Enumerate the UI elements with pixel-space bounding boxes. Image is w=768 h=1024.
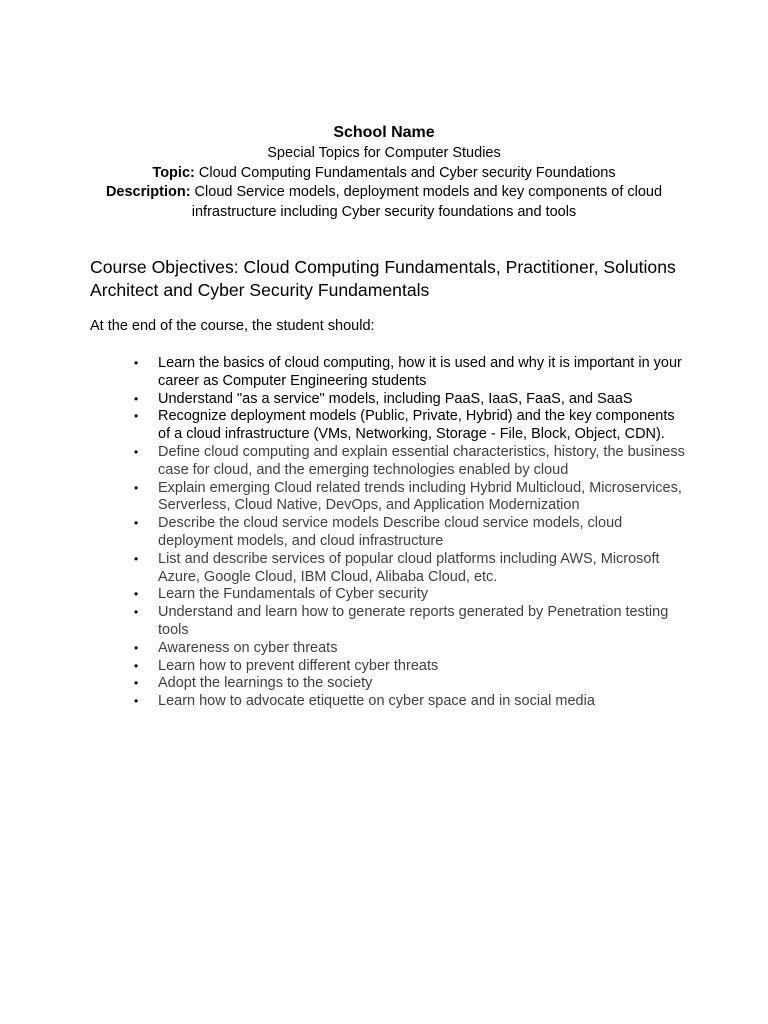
list-item-text: Learn the Fundamentals of Cyber security <box>158 586 428 603</box>
list-item-text: Adopt the learnings to the society <box>158 675 373 692</box>
course-subtitle: Special Topics for Computer Studies <box>267 145 501 161</box>
list-item <box>90 515 690 551</box>
list-item-text: List and describe services of popular cloud platforms including AWS, Microsoft Azure, Google Cloud, IBM Cloud, Alibaba Cloud, etc. <box>158 550 660 585</box>
topic-value: Cloud Computing Fundamentals and Cyber security Foundations <box>194 164 616 181</box>
list-item <box>90 355 690 391</box>
topic-label: Topic: <box>152 164 195 181</box>
list-item <box>90 480 690 516</box>
bullet-icon: • <box>134 587 139 602</box>
bullet-icon: • <box>134 605 139 620</box>
list-item <box>90 693 690 711</box>
list-item-text: Learn how to prevent different cyber threats <box>158 657 439 674</box>
bullet-icon: • <box>134 391 139 406</box>
bullet-icon: • <box>134 551 139 566</box>
bullet-icon: • <box>134 444 139 459</box>
list-item-text: Learn how to advocate etiquette on cyber space and in social media <box>158 693 595 710</box>
list-item <box>90 658 690 676</box>
description-line <box>90 183 678 222</box>
description-value: Cloud Service models, deployment models and key components of cloud infrastructure including Cyber security foundations and tools <box>190 184 663 220</box>
document-header <box>90 122 678 222</box>
list-item <box>90 444 690 480</box>
bullet-icon: • <box>134 658 139 673</box>
list-item <box>90 408 690 444</box>
list-item <box>90 586 690 604</box>
bullet-icon: • <box>134 676 139 691</box>
list-item-text: Understand "as a service" models, including PaaS, IaaS, FaaS, and SaaS <box>158 390 633 407</box>
description-label: Description: <box>105 184 191 200</box>
list-item <box>90 551 690 587</box>
list-item <box>90 391 690 409</box>
intro-text: At the end of the course, the student should: <box>90 318 375 334</box>
objectives-list <box>90 355 690 711</box>
bullet-icon: • <box>134 516 139 531</box>
list-item-text: Describe the cloud service models Describe cloud service models, cloud deployment models, and cloud infrastructure <box>158 515 623 549</box>
list-item <box>90 640 690 658</box>
list-item-text: Learn the basics of cloud computing, how it is used and why it is important in your career as Computer Engineering students <box>158 355 682 389</box>
school-name: School Name <box>333 124 435 141</box>
bullet-icon: • <box>134 356 139 370</box>
list-item-text: Recognize deployment models (Public, Private, Hybrid) and the key components of a cloud infrastructure (VMs, Networking, Storage - File, Block, Object, CDN). <box>158 408 675 443</box>
list-item <box>90 604 690 640</box>
bullet-icon: • <box>134 480 139 495</box>
list-item <box>90 675 690 693</box>
list-item-text: Define cloud computing and explain essential characteristics, history, the business case for cloud, and the emerging technologies enabled by cloud <box>158 443 685 478</box>
topic-line <box>90 164 678 184</box>
list-item-text: Understand and learn how to generate reports generated by Penetration testing tools <box>158 604 669 638</box>
bullet-icon: • <box>134 640 139 655</box>
objectives-heading: Course Objectives: Cloud Computing Fundamentals, Practitioner, Solutions Architect and Cyber Security Fundamentals <box>90 257 676 300</box>
bullet-icon: • <box>134 694 139 709</box>
list-item-text: Awareness on cyber threats <box>158 639 338 656</box>
list-item-text: Explain emerging Cloud related trends including Hybrid Multicloud, Microservices, Serverless, Cloud Native, DevOps, and Application Modernization <box>158 479 682 514</box>
bullet-icon: • <box>134 409 139 424</box>
